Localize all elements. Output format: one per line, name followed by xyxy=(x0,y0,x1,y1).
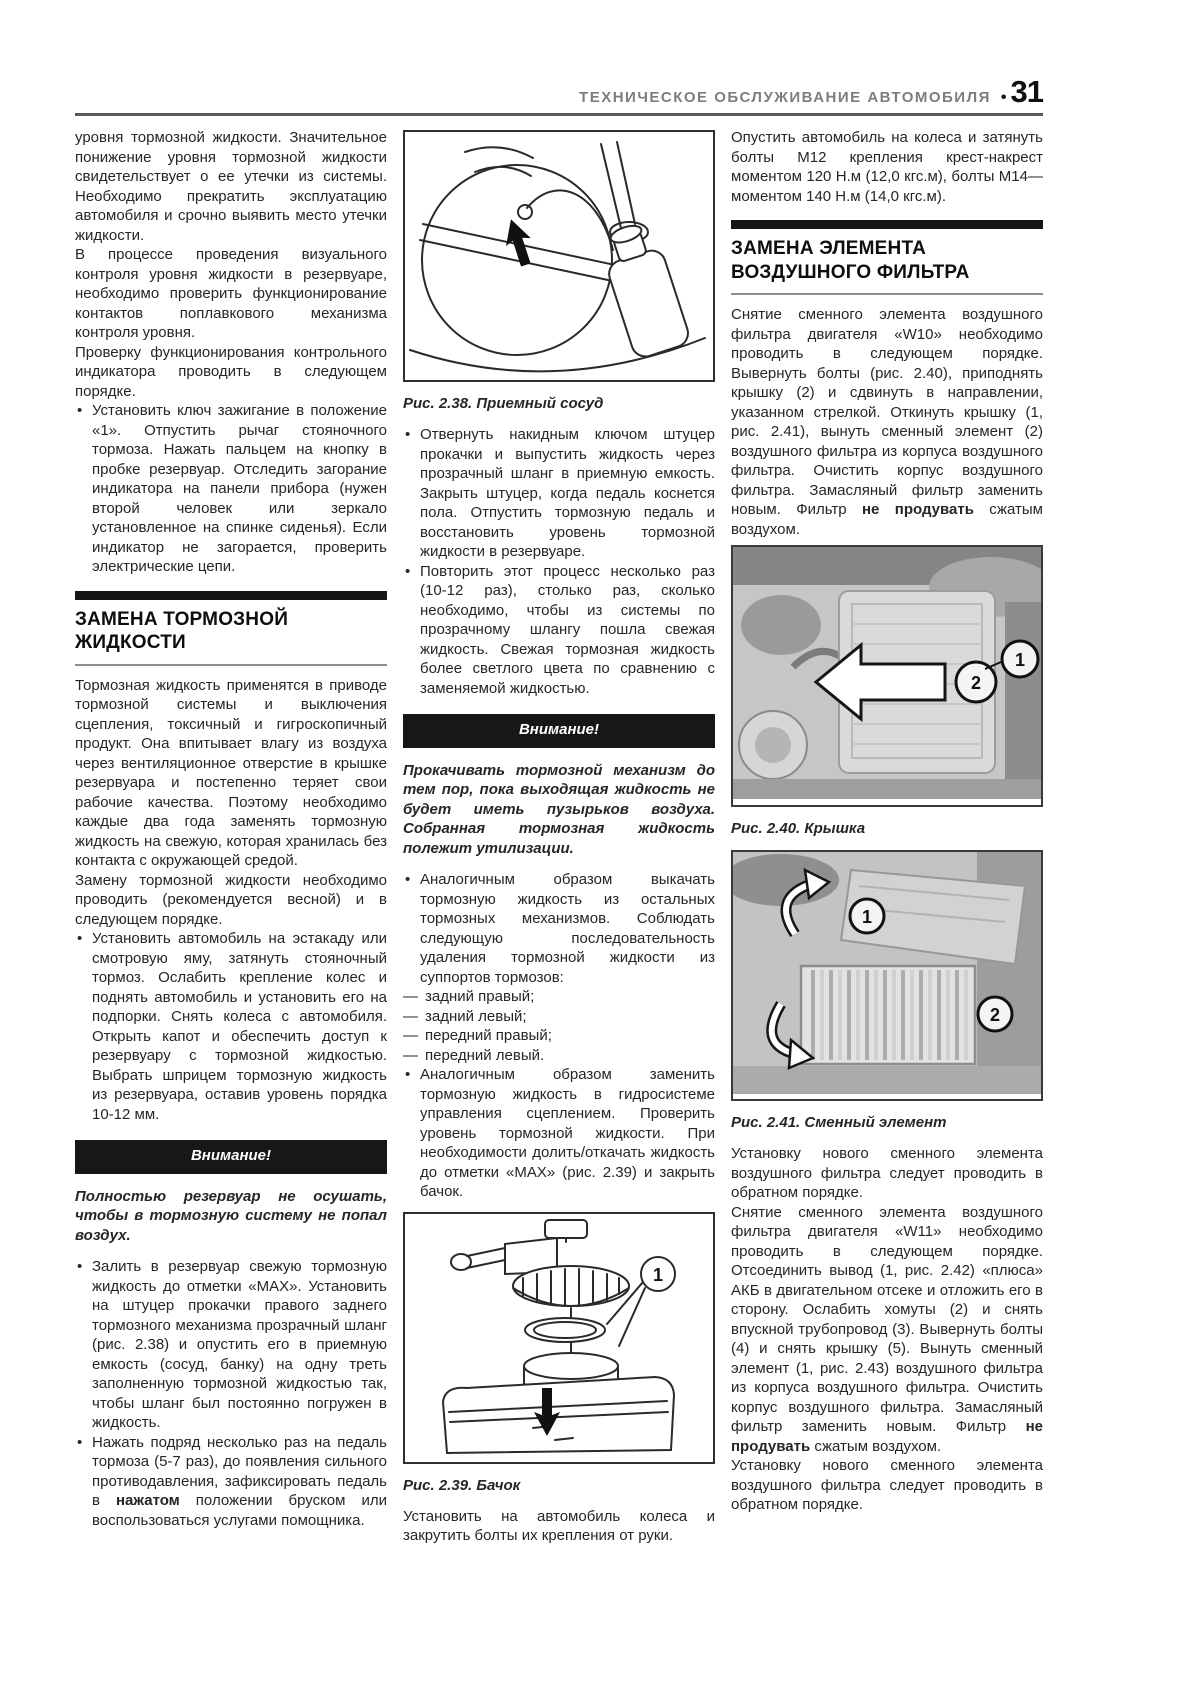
dash-item: — задний правый; xyxy=(403,987,715,1007)
section-heading: ЗАМЕНА ТОРМОЗНОЙ ЖИДКОСТИ xyxy=(75,608,289,653)
paragraph: уровня тормозной жидкости. Значительное понижение уровня тормозной жидкости свидетельствует о ее утечки из системы. Необходимо прекратить эксплуатацию автомобиля и срочно выявить место утечки жидкости. xyxy=(75,129,387,244)
bullet-text: Установить автомобиль на эстакаду или смотровую яму, затянуть стояночный тормоз. Ослабить крепление колес и поднять автомобиль и установить его на подпорки. Снять колеса с автомобиля. Открыть капот и обеспечить доступ к резервуару с тормозной жидкостью. Выбрать шприцем тормозную жидкость из резервуара, оставив уровень порядка 10-12 мм. xyxy=(92,930,387,1123)
paragraph: Замену тормозной жидкости необходимо проводить (рекомендуется весной) и в следующем порядке. xyxy=(75,871,387,928)
bullet-text: Нажать подряд несколько раз на педаль тормоза (5-7 раз), до появления сильного противодавления, зафиксировать педаль в xyxy=(92,1433,387,1509)
figure-2-38 xyxy=(403,130,715,382)
spacer xyxy=(75,1245,387,1257)
figure-caption-2-39: Рис. 2.39. Бачок xyxy=(403,1476,521,1494)
figure-caption-2-38: Рис. 2.38. Приемный сосуд xyxy=(403,395,604,412)
section-heading-rule xyxy=(75,664,387,666)
page-number: 31 xyxy=(1010,74,1043,109)
reservoir-drawing xyxy=(405,1214,713,1462)
column-2 xyxy=(403,128,715,1546)
bullet-item xyxy=(403,562,715,699)
column-3 xyxy=(731,128,1043,1546)
section-heading: ЗАМЕНА ЭЛЕМЕНТА ВОЗДУШНОГО ФИЛЬТРА xyxy=(731,238,970,283)
running-head-title: ТЕХНИЧЕСКОЕ ОБСЛУЖИВАНИЕ АВТОМОБИЛЯ xyxy=(579,89,991,106)
bullet-item xyxy=(75,1257,387,1433)
bullet-text-bold: нажатом xyxy=(116,1492,180,1509)
figure-2-41 xyxy=(731,850,1043,1102)
paragraph-text: сжатым воздухом. xyxy=(810,1437,942,1455)
warning-banner: Внимание! xyxy=(403,714,715,748)
brake-bleeding-drawing xyxy=(405,132,713,380)
air-filter-cover-photo xyxy=(733,547,1041,799)
running-head xyxy=(75,74,1043,116)
paragraph: Установить на автомобиль колеса и закрутить болты их крепления от руки. xyxy=(403,1507,715,1544)
spacer xyxy=(403,858,715,870)
column-1 xyxy=(75,128,387,1546)
dash-item: — передний левый. xyxy=(403,1046,715,1066)
bullet-item xyxy=(403,870,715,987)
paragraph: Проверку функционирования контрольного индикатора проводить в следующем порядке. xyxy=(75,343,387,400)
section-heading-bar xyxy=(731,220,1043,229)
section-heading-rule xyxy=(731,293,1043,295)
bullet-item xyxy=(403,425,715,562)
paragraph-text: Снятие сменного элемента воздушного фильтра двигателя «W11» необходимо проводить в следующем порядке. Отсоединить вывод (1, рис. 2.42) «плюса» АКБ в двигательном отсеке и отложить его в сторону. Ослабить хомуты (2) и снять впускной трубопровод (3). Вывернуть болты (4) и снять крышку (5). Вынуть сменный элемент (1, рис. 2.43) воздушного фильтра из корпуса воздушного фильтра. Очистить корпус воздушного фильтра. Замасляный фильтр заменить новым. Фильтр xyxy=(731,1203,1043,1435)
callout-1: 1 xyxy=(861,906,873,927)
running-head-separator: • xyxy=(1000,89,1007,106)
paragraph-text-bold: не продувать xyxy=(731,1418,1043,1455)
bullet-text: Повторить этот процесс несколько раз (10-12 раз), столько раз, сколько необходимо, чтобы из системы по прозрачному шлангу пошла свежая жидкость. Свежая тормозная жидкость более светлого цвета по сравнению с заменяемой жидкостью. xyxy=(420,562,715,697)
figure-caption-2-41: Рис. 2.41. Сменный элемент xyxy=(731,1114,947,1131)
callout-1: 1 xyxy=(652,1264,664,1285)
warning-banner: Внимание! xyxy=(75,1140,387,1174)
bullet-item xyxy=(403,1065,715,1202)
paragraph-text: Снятие сменного элемента воздушного фильтра двигателя «W10» необходимо проводить в следующем порядке. Вывернуть болты (рис. 2.40), приподнять крышку (2) и сдвинуть в направлении, указанном стрелкой. Откинуть крышку (1, рис. 2.41), вынуть сменный элемент (2) воздушного фильтра из корпуса воздушного фильтра. Очистить корпус воздушного фильтра. Замасляный фильтр заменить новым. Фильтр xyxy=(731,306,1043,518)
section-heading-bar xyxy=(75,591,387,600)
warning-text: Прокачивать тормозной механизм до тем пор, пока выходящая жидкость не будет иметь пузырьков воздуха. Собранная тормозная жидкость полежит утилизации. xyxy=(403,761,715,857)
filter-element-photo xyxy=(733,852,1041,1094)
bullet-text: Аналогичным образом заменить тормозную жидкость в гидросистеме управления сцеплением. Проверить уровень тормозной жидкости. При необходимости долить/откачать жидкость до отметки «MAX» (рис. 2.39) и закрыть бачок. xyxy=(420,1066,715,1200)
paragraph: Тормозная жидкость применятся в приводе тормозной системы и выключения сцепления, токсичный и гигроскопичный продукт. Она впитывает влагу из воздуха через вентиляционное отверстие в крышке резервуара и постепенно теряет свои рабочие качества. Поэтому необходимо каждые два года заменять тормозную жидкость на свежую, которая хранилась без контакта с окружающей средой. xyxy=(75,676,387,869)
bullet-text: Отвернуть накидным ключом штуцер прокачки и выпустить жидкость через прозрачный шланг в приемную емкость. Закрыть штуцер, когда педаль коснется пола. Отпустить тормозную педаль и восстановить уровень тормозной жидкости в резервуаре. xyxy=(420,426,715,560)
paragraph: Опустить автомобиль на колеса и затянуть болты М12 крепления крест-накрест моментом 120 Н.м (12,0 кгс.м), болты М14—моментом 140 Н.м (14,0 кгс.м). xyxy=(731,129,1043,205)
section-heading-block xyxy=(75,591,387,666)
figure-caption-2-40: Рис. 2.40. Крышка xyxy=(731,819,866,837)
bullet-item xyxy=(75,1433,387,1531)
paragraph-text-bold: не продувать xyxy=(861,501,974,518)
paragraph: Установку нового сменного элемента воздушного фильтра следует проводить в обратном порядке. xyxy=(731,1457,1043,1513)
paragraph: Установку нового сменного элемента воздушного фильтра следует проводить в обратном порядке. xyxy=(731,1145,1043,1201)
bullet-text: Залить в резервуар свежую тормозную жидкость до отметки «MAX». Установить на штуцер прокачки правого заднего тормозного механизма прозрачный шланг (рис. 2.38) и опустить его в приемную емкость (сосуд, банку) на одну треть заполненную тормозной жидкостью так, чтобы шланг был постоянно погружен в жидкость. xyxy=(92,1258,387,1431)
paragraph: В процессе проведения визуального контроля уровня жидкости в резервуаре, необходимо проверить функционирование контактов поплавкового механизма контроля уровня. xyxy=(75,246,387,341)
figure-2-40 xyxy=(731,545,1043,807)
paragraph-text: сжатым воздухом. xyxy=(731,501,1043,538)
warning-text: Полностью резервуар не осушать, чтобы в тормозную систему не попал воздух. xyxy=(75,1187,387,1244)
bullet-text: положении бруском или воспользоваться услугами помощника. xyxy=(92,1492,387,1529)
bullet-text: Аналогичным образом выкачать тормозную жидкость из остальных тормозных механизмов. Соблюдать следующую последовательность удаления тормозной жидкости из суппортов тормозов: xyxy=(420,871,715,986)
callout-1: 1 xyxy=(1014,650,1026,670)
dash-item: — задний левый; xyxy=(403,1007,715,1027)
callout-2: 2 xyxy=(989,1004,1001,1025)
bullet-item xyxy=(75,401,387,577)
section-heading-block xyxy=(731,220,1043,295)
paragraph xyxy=(731,305,1043,539)
paragraph xyxy=(731,1203,1043,1457)
bullet-text: Установить ключ зажигание в положение «1». Отпустить рычаг стояночного тормоза. Нажать пальцем на кнопку в пробке резервуар. Отследить загорание индикатора на панели прибора (нужен второй человек или зеркало установленное на спинке сиденья). Если индикатор не загорается, проверить электрические цепи. xyxy=(92,402,387,575)
callout-2: 2 xyxy=(970,673,982,693)
figure-2-39 xyxy=(403,1212,715,1464)
dash-item: — передний правый; xyxy=(403,1026,715,1046)
bullet-item xyxy=(75,929,387,1124)
